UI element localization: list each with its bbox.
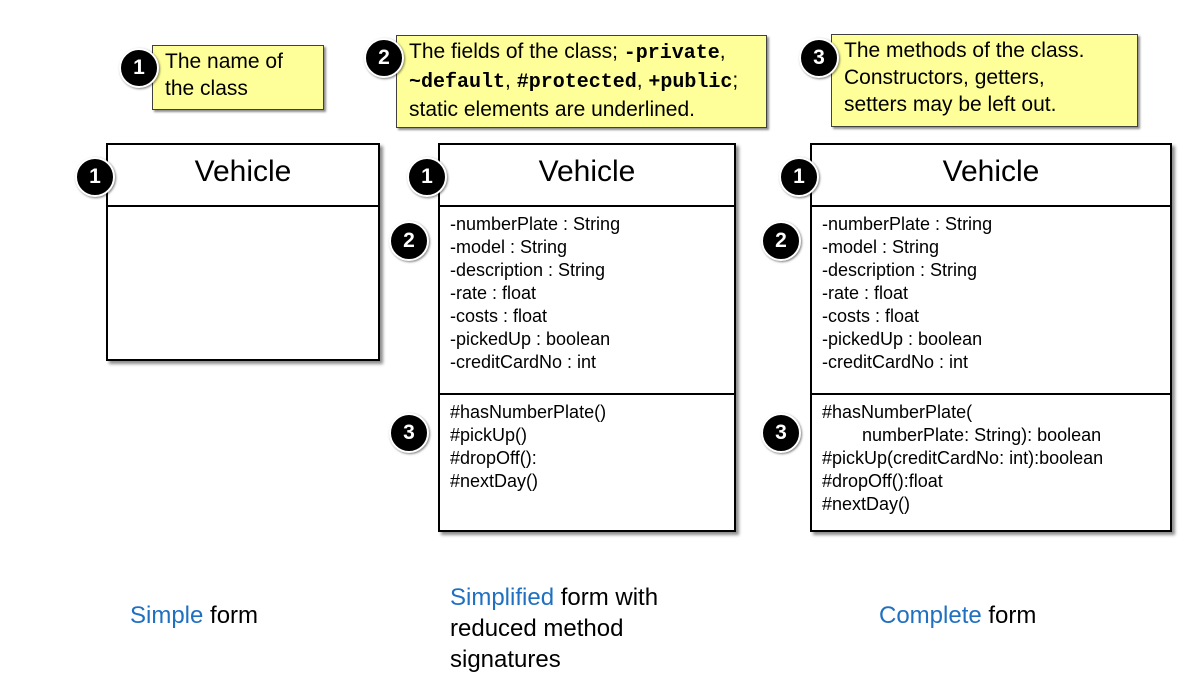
method-row: #hasNumberPlate() (450, 402, 607, 422)
caption-text: signatures (450, 646, 561, 673)
field-row: -costs : float (450, 306, 548, 326)
methods-section (440, 395, 734, 499)
note-text: , (719, 40, 726, 63)
fields-section (812, 207, 1170, 395)
class-box-simple (106, 143, 380, 361)
note-text: the class (165, 77, 248, 100)
caption-text: form (203, 602, 259, 629)
class-box-simplified (438, 143, 736, 532)
note-text: Constructors, getters, (844, 66, 1045, 89)
method-row: #hasNumberPlate( (822, 402, 973, 422)
badge-3: 3 (389, 413, 429, 453)
field-row: -rate : float (450, 283, 537, 303)
note-text: setters may be left out. (844, 93, 1057, 116)
default-keyword: ~default (409, 71, 506, 94)
badge-1: 1 (119, 48, 159, 88)
field-row: -creditCardNo : int (450, 352, 597, 372)
fields-section (440, 207, 734, 395)
note-line (409, 67, 758, 96)
field-row: -creditCardNo : int (822, 352, 969, 372)
note-text: The methods of the class. (844, 39, 1085, 62)
field-row: -costs : float (822, 306, 920, 326)
caption-highlight: Simplified (450, 584, 555, 611)
field-row: -pickedUp : boolean (450, 329, 611, 349)
caption-simplified (450, 582, 658, 675)
field-row: -model : String (450, 237, 568, 257)
note-fields (396, 35, 767, 128)
note-line (409, 38, 758, 67)
method-row: #nextDay() (450, 471, 539, 491)
methods-section (812, 395, 1170, 522)
public-keyword: +public (648, 71, 733, 94)
field-row: -numberPlate : String (450, 214, 621, 234)
caption-text: reduced method (450, 615, 624, 642)
note-class-name (152, 45, 324, 110)
badge-3: 3 (799, 38, 839, 78)
class-name: Vehicle (812, 145, 1170, 207)
method-row: #dropOff():float (822, 471, 943, 491)
class-box-complete (810, 143, 1172, 532)
badge-2: 2 (364, 38, 404, 78)
badge-1: 1 (75, 157, 115, 197)
note-text: , (636, 69, 649, 92)
field-row: -pickedUp : boolean (822, 329, 983, 349)
field-row: -rate : float (822, 283, 909, 303)
note-text: ; (732, 69, 739, 92)
badge-3: 3 (761, 413, 801, 453)
caption-highlight: Complete (879, 602, 982, 629)
class-name: Vehicle (440, 145, 734, 207)
caption-highlight: Simple (130, 602, 204, 629)
note-text: The fields of the class; (409, 40, 624, 63)
note-text: , (505, 69, 517, 92)
class-name: Vehicle (108, 145, 378, 207)
note-text: The name of (165, 50, 283, 73)
method-row: #nextDay() (822, 494, 911, 514)
caption-text: form with (554, 584, 659, 611)
method-row: #pickUp(creditCardNo: int):boolean (822, 448, 1104, 468)
protected-keyword: #protected (516, 71, 637, 94)
caption-complete (879, 600, 1036, 631)
badge-2: 2 (389, 221, 429, 261)
badge-1: 1 (407, 157, 447, 197)
note-text: static elements are underlined. (409, 98, 695, 121)
field-row: -description : String (822, 260, 978, 280)
badge-1: 1 (779, 157, 819, 197)
note-methods (831, 34, 1138, 127)
field-row: -numberPlate : String (822, 214, 993, 234)
caption-text: form (981, 602, 1037, 629)
method-row: numberPlate: String): boolean (822, 425, 1102, 445)
caption-simple (130, 600, 258, 631)
method-row: #dropOff(): (450, 448, 537, 468)
method-row: #pickUp() (450, 425, 528, 445)
private-keyword: -private (623, 42, 720, 65)
field-row: -model : String (822, 237, 940, 257)
badge-2: 2 (761, 221, 801, 261)
field-row: -description : String (450, 260, 606, 280)
